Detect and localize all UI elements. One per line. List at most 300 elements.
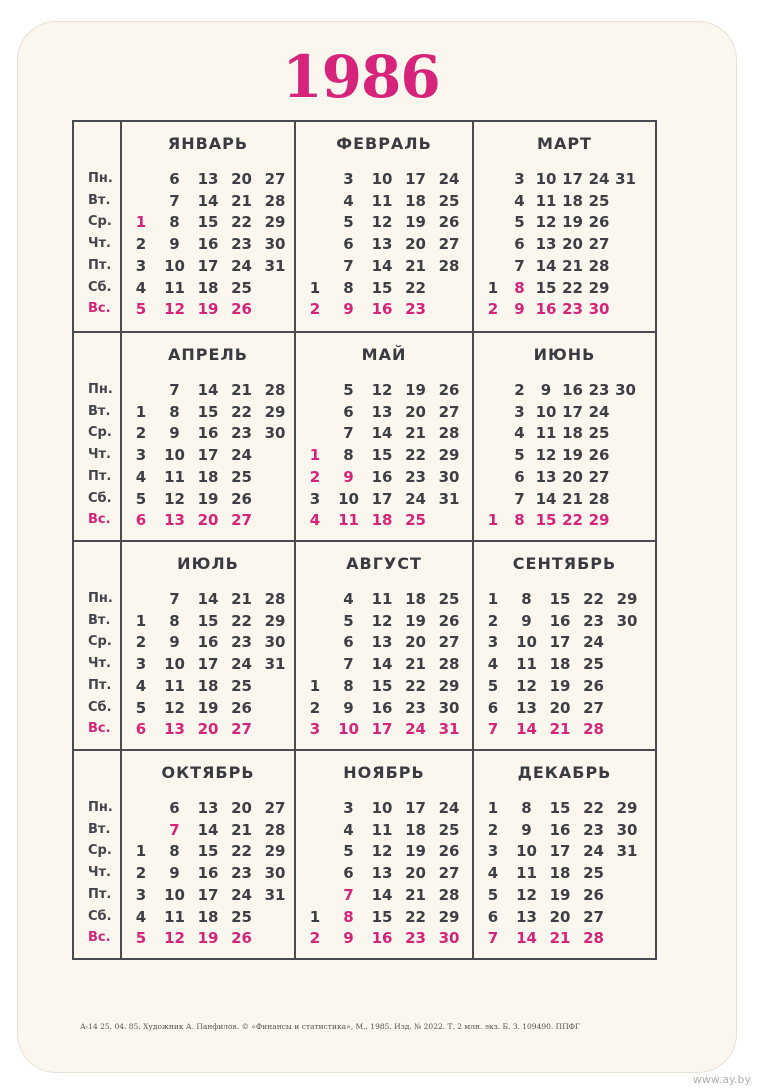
- day-number: 8: [343, 446, 354, 465]
- month-name: ОКТЯБРЬ: [161, 763, 255, 782]
- day-number: 6: [514, 467, 525, 486]
- day-number: 3: [135, 256, 147, 275]
- day-number: 1: [135, 842, 147, 861]
- day-number: 11: [535, 191, 557, 210]
- day-number: 16: [371, 929, 393, 948]
- day-number: 11: [164, 676, 185, 695]
- day-number: 15: [549, 590, 571, 608]
- day-number: 7: [169, 590, 180, 608]
- day-number: 21: [231, 590, 252, 608]
- day-number: 1: [487, 590, 499, 608]
- day-number: 8: [343, 278, 354, 297]
- day-number: 8: [521, 799, 532, 817]
- day-number: 26: [438, 381, 460, 399]
- day-number: 6: [135, 720, 147, 739]
- day-number: 28: [264, 191, 286, 210]
- day-number: 3: [309, 720, 321, 739]
- weekday-label: Вс.: [88, 930, 111, 946]
- weekday-label: Пн.: [88, 171, 113, 186]
- day-number: 11: [164, 278, 185, 297]
- day-number: 12: [164, 929, 185, 948]
- day-number: 19: [197, 489, 219, 508]
- weekday-column: [74, 751, 122, 958]
- day-number: 1: [135, 213, 147, 232]
- weekday-label: Ср.: [88, 843, 112, 859]
- day-number: 1: [487, 799, 499, 817]
- day-number: 28: [438, 885, 460, 904]
- day-number: 31: [438, 489, 460, 508]
- day-number: 3: [487, 842, 499, 861]
- day-number: 28: [264, 590, 286, 608]
- day-number: 28: [583, 929, 604, 948]
- month-name: МАЙ: [361, 345, 407, 364]
- weekday-label: Вт.: [88, 821, 111, 837]
- day-number: 4: [309, 511, 321, 530]
- weekday-label: Пт.: [88, 886, 112, 902]
- weekday-label: Сб.: [88, 908, 112, 924]
- day-number: 9: [169, 633, 180, 652]
- day-number: 7: [169, 381, 180, 399]
- day-number: 6: [487, 698, 499, 717]
- day-number: 12: [371, 611, 393, 630]
- weekday-label: Вс.: [88, 721, 111, 737]
- weekday-column: [74, 333, 122, 540]
- day-number: 16: [562, 381, 583, 399]
- day-number: 7: [487, 720, 499, 739]
- day-number: 24: [438, 799, 460, 817]
- day-number: 10: [164, 446, 185, 465]
- day-number: 1: [309, 907, 321, 926]
- day-number: 9: [343, 300, 354, 319]
- day-number: 26: [231, 698, 252, 717]
- weekday-label: Вт.: [88, 612, 111, 628]
- month-name: АПРЕЛЬ: [168, 345, 248, 364]
- month-block: [474, 542, 655, 749]
- day-number: 22: [562, 278, 583, 297]
- day-number: 24: [583, 842, 604, 861]
- imprint-text: А-14 25. 04. 85. Художник А. Панфилов. © «Финансы и статистика», М., 1985. Изд. № 2022. Т. 2 млн. экз. Б. З. 109490. ППФГ: [80, 1022, 580, 1031]
- day-number: 5: [343, 611, 354, 630]
- day-number: 15: [371, 278, 393, 297]
- day-number: 26: [588, 213, 610, 232]
- day-number: 2: [487, 611, 499, 630]
- day-number: 30: [616, 611, 638, 630]
- day-number: 8: [343, 676, 354, 695]
- day-number: 31: [615, 170, 636, 188]
- day-number: 20: [549, 907, 571, 926]
- quarter-row: [74, 331, 655, 540]
- month-name: ФЕВРАЛЬ: [336, 134, 432, 153]
- day-number: 14: [197, 191, 219, 210]
- day-number: 7: [487, 929, 499, 948]
- day-number: 20: [549, 698, 571, 717]
- weekday-label: Ср.: [88, 634, 112, 650]
- weekday-label: Вс.: [88, 512, 111, 528]
- day-number: 3: [135, 885, 147, 904]
- day-number: 17: [549, 842, 571, 861]
- day-number: 14: [535, 489, 557, 508]
- day-number: 6: [343, 633, 354, 652]
- day-number: 6: [169, 170, 180, 188]
- day-number: 19: [197, 698, 219, 717]
- day-number: 18: [197, 278, 219, 297]
- day-number: 20: [197, 511, 219, 530]
- day-number: 12: [535, 446, 557, 465]
- day-number: 23: [231, 633, 252, 652]
- day-number: 25: [438, 590, 460, 608]
- day-number: 13: [371, 633, 393, 652]
- day-number: 20: [562, 235, 583, 254]
- day-number: 18: [371, 511, 393, 530]
- day-number: 10: [516, 633, 537, 652]
- day-number: 7: [343, 885, 354, 904]
- day-number: 18: [562, 191, 583, 210]
- day-number: 6: [169, 799, 180, 817]
- day-number: 13: [516, 698, 537, 717]
- month-name: ЯНВАРЬ: [167, 134, 249, 153]
- day-number: 1: [309, 676, 321, 695]
- weekday-label: Вс.: [88, 301, 111, 317]
- day-number: 18: [197, 907, 219, 926]
- day-number: 5: [487, 885, 499, 904]
- day-number: 10: [371, 170, 393, 188]
- day-number: 3: [514, 402, 525, 421]
- day-number: 19: [197, 929, 219, 948]
- day-number: 7: [343, 256, 354, 275]
- day-number: 4: [343, 191, 354, 210]
- day-number: 20: [562, 467, 583, 486]
- month-name: АВГУСТ: [346, 554, 422, 573]
- day-number: 30: [264, 633, 286, 652]
- day-number: 21: [405, 655, 426, 674]
- day-number: 11: [516, 864, 537, 883]
- day-number: 1: [135, 402, 147, 421]
- day-number: 23: [562, 300, 583, 319]
- day-number: 30: [264, 864, 286, 883]
- day-number: 4: [135, 907, 147, 926]
- day-number: 11: [371, 590, 393, 608]
- day-number: 19: [405, 381, 426, 399]
- day-number: 9: [343, 698, 354, 717]
- day-number: 3: [309, 489, 321, 508]
- day-number: 28: [438, 424, 460, 443]
- day-number: 22: [562, 511, 583, 530]
- day-number: 7: [169, 820, 180, 839]
- day-number: 27: [588, 235, 610, 254]
- day-number: 15: [371, 907, 393, 926]
- day-number: 30: [438, 467, 460, 486]
- day-number: 7: [514, 256, 525, 275]
- day-number: 27: [583, 907, 604, 926]
- day-number: 5: [135, 489, 147, 508]
- day-number: 12: [516, 676, 537, 695]
- day-number: 22: [231, 213, 252, 232]
- day-number: 30: [438, 929, 460, 948]
- day-number: 9: [169, 424, 180, 443]
- day-number: 16: [549, 820, 571, 839]
- day-number: 9: [521, 611, 532, 630]
- day-number: 17: [405, 799, 426, 817]
- day-number: 15: [371, 676, 393, 695]
- day-number: 8: [521, 590, 532, 608]
- day-number: 15: [197, 213, 219, 232]
- day-number: 15: [549, 799, 571, 817]
- day-number: 15: [371, 446, 393, 465]
- day-number: 4: [514, 191, 525, 210]
- calendar-grid: [72, 120, 657, 960]
- month-name: ИЮНЬ: [533, 345, 596, 364]
- day-number: 10: [164, 256, 185, 275]
- day-number: 24: [405, 720, 426, 739]
- day-number: 21: [231, 381, 252, 399]
- day-number: 10: [371, 799, 393, 817]
- day-number: 20: [197, 720, 219, 739]
- day-number: 4: [135, 278, 147, 297]
- day-number: 6: [343, 402, 354, 421]
- day-number: 15: [197, 402, 219, 421]
- day-number: 4: [343, 590, 354, 608]
- day-number: 17: [405, 170, 426, 188]
- weekday-label: Чт.: [88, 447, 111, 463]
- day-number: 7: [514, 489, 525, 508]
- day-number: 2: [514, 381, 525, 399]
- quarter-row: [74, 122, 655, 331]
- day-number: 23: [583, 611, 604, 630]
- weekday-label: Пн.: [88, 382, 113, 397]
- weekday-label: Сб.: [88, 279, 112, 295]
- day-number: 29: [438, 446, 460, 465]
- month-block: [122, 333, 296, 540]
- day-number: 12: [516, 885, 537, 904]
- day-number: 25: [438, 820, 460, 839]
- day-number: 31: [438, 720, 460, 739]
- day-number: 21: [405, 424, 426, 443]
- day-number: 31: [264, 885, 286, 904]
- day-number: 2: [135, 424, 147, 443]
- day-number: 12: [371, 842, 393, 861]
- day-number: 3: [343, 799, 354, 817]
- day-number: 17: [197, 256, 219, 275]
- day-number: 5: [343, 381, 354, 399]
- day-number: 10: [338, 720, 359, 739]
- day-number: 9: [514, 300, 525, 319]
- day-number: 14: [516, 929, 537, 948]
- day-number: 26: [588, 446, 610, 465]
- day-number: 21: [562, 489, 583, 508]
- day-number: 8: [169, 402, 180, 421]
- day-number: 6: [135, 511, 147, 530]
- day-number: 31: [264, 256, 286, 275]
- day-number: 15: [197, 611, 219, 630]
- weekday-label: Сб.: [88, 490, 112, 506]
- day-number: 5: [514, 213, 525, 232]
- day-number: 1: [487, 511, 499, 530]
- month-block: [296, 122, 474, 331]
- day-number: 15: [197, 842, 219, 861]
- day-number: 28: [583, 720, 604, 739]
- day-number: 13: [516, 907, 537, 926]
- weekday-label: Пт.: [88, 468, 112, 484]
- day-number: 17: [562, 170, 583, 188]
- day-number: 14: [197, 590, 219, 608]
- day-number: 30: [438, 698, 460, 717]
- day-number: 14: [371, 424, 393, 443]
- day-number: 23: [405, 300, 426, 319]
- day-number: 29: [438, 676, 460, 695]
- day-number: 18: [562, 424, 583, 443]
- day-number: 29: [588, 511, 610, 530]
- day-number: 20: [405, 864, 426, 883]
- day-number: 2: [309, 467, 321, 486]
- day-number: 10: [535, 170, 557, 188]
- month-block: [296, 751, 474, 958]
- day-number: 19: [405, 213, 426, 232]
- day-number: 28: [588, 489, 610, 508]
- day-number: 4: [487, 655, 499, 674]
- day-number: 26: [438, 842, 460, 861]
- day-number: 8: [514, 278, 525, 297]
- weekday-label: Пт.: [88, 257, 112, 273]
- day-number: 1: [309, 446, 321, 465]
- month-block: [474, 122, 655, 331]
- month-block: [296, 333, 474, 540]
- day-number: 22: [231, 842, 252, 861]
- day-number: 1: [135, 611, 147, 630]
- day-number: 13: [371, 864, 393, 883]
- day-number: 23: [231, 235, 252, 254]
- day-number: 6: [514, 235, 525, 254]
- day-number: 21: [549, 720, 571, 739]
- day-number: 8: [169, 611, 180, 630]
- day-number: 13: [197, 799, 219, 817]
- day-number: 23: [231, 864, 252, 883]
- day-number: 25: [583, 655, 604, 674]
- day-number: 18: [405, 820, 426, 839]
- day-number: 11: [164, 907, 185, 926]
- day-number: 1: [309, 278, 321, 297]
- day-number: 16: [197, 235, 219, 254]
- day-number: 27: [231, 720, 252, 739]
- day-number: 27: [264, 170, 286, 188]
- day-number: 17: [197, 885, 219, 904]
- day-number: 26: [438, 611, 460, 630]
- weekday-column: [74, 542, 122, 749]
- day-number: 9: [169, 864, 180, 883]
- day-number: 11: [338, 511, 359, 530]
- day-number: 28: [438, 256, 460, 275]
- day-number: 12: [164, 300, 185, 319]
- day-number: 16: [197, 633, 219, 652]
- day-number: 29: [264, 402, 286, 421]
- day-number: 11: [371, 191, 393, 210]
- day-number: 19: [549, 676, 571, 695]
- day-number: 12: [371, 381, 393, 399]
- day-number: 13: [164, 720, 185, 739]
- day-number: 25: [438, 191, 460, 210]
- day-number: 7: [169, 191, 180, 210]
- day-number: 24: [588, 170, 610, 188]
- month-block: [122, 751, 296, 958]
- day-number: 23: [583, 820, 604, 839]
- day-number: 18: [549, 655, 571, 674]
- day-number: 5: [514, 446, 525, 465]
- day-number: 29: [264, 611, 286, 630]
- day-number: 29: [438, 907, 460, 926]
- day-number: 16: [197, 424, 219, 443]
- day-number: 25: [231, 467, 252, 486]
- day-number: 26: [231, 300, 252, 319]
- day-number: 22: [405, 446, 426, 465]
- day-number: 27: [264, 799, 286, 817]
- day-number: 3: [343, 170, 354, 188]
- day-number: 8: [343, 907, 354, 926]
- day-number: 28: [438, 655, 460, 674]
- day-number: 24: [231, 446, 252, 465]
- day-number: 21: [231, 191, 252, 210]
- day-number: 5: [135, 300, 147, 319]
- month-name: ДЕКАБРЬ: [517, 763, 612, 782]
- day-number: 11: [535, 424, 557, 443]
- day-number: 31: [264, 655, 286, 674]
- day-number: 22: [231, 611, 252, 630]
- day-number: 2: [135, 235, 147, 254]
- weekday-label: Вт.: [88, 192, 111, 208]
- day-number: 23: [405, 698, 426, 717]
- day-number: 17: [549, 633, 571, 652]
- day-number: 30: [616, 820, 638, 839]
- day-number: 15: [535, 278, 557, 297]
- day-number: 20: [405, 235, 426, 254]
- day-number: 24: [231, 256, 252, 275]
- day-number: 25: [231, 676, 252, 695]
- day-number: 25: [231, 907, 252, 926]
- day-number: 14: [516, 720, 537, 739]
- month-name: СЕНТЯБРЬ: [512, 554, 617, 573]
- day-number: 21: [549, 929, 571, 948]
- day-number: 13: [197, 170, 219, 188]
- day-number: 15: [535, 511, 557, 530]
- day-number: 4: [135, 676, 147, 695]
- day-number: 16: [371, 467, 393, 486]
- day-number: 2: [487, 300, 499, 319]
- day-number: 29: [616, 590, 638, 608]
- day-number: 26: [231, 489, 252, 508]
- day-number: 2: [309, 929, 321, 948]
- day-number: 28: [264, 381, 286, 399]
- day-number: 5: [487, 676, 499, 695]
- day-number: 22: [405, 676, 426, 695]
- day-number: 30: [264, 424, 286, 443]
- quarter-row: [74, 540, 655, 749]
- month-block: [122, 122, 296, 331]
- day-number: 16: [535, 300, 557, 319]
- day-number: 27: [438, 402, 460, 421]
- day-number: 3: [135, 655, 147, 674]
- day-number: 28: [588, 256, 610, 275]
- day-number: 27: [438, 235, 460, 254]
- day-number: 21: [405, 885, 426, 904]
- day-number: 16: [371, 698, 393, 717]
- day-number: 27: [438, 633, 460, 652]
- day-number: 12: [535, 213, 557, 232]
- day-number: 17: [197, 655, 219, 674]
- weekday-column: [74, 122, 122, 331]
- day-number: 2: [135, 633, 147, 652]
- day-number: 12: [164, 489, 185, 508]
- day-number: 12: [371, 213, 393, 232]
- day-number: 16: [197, 864, 219, 883]
- quarter-row: [74, 749, 655, 958]
